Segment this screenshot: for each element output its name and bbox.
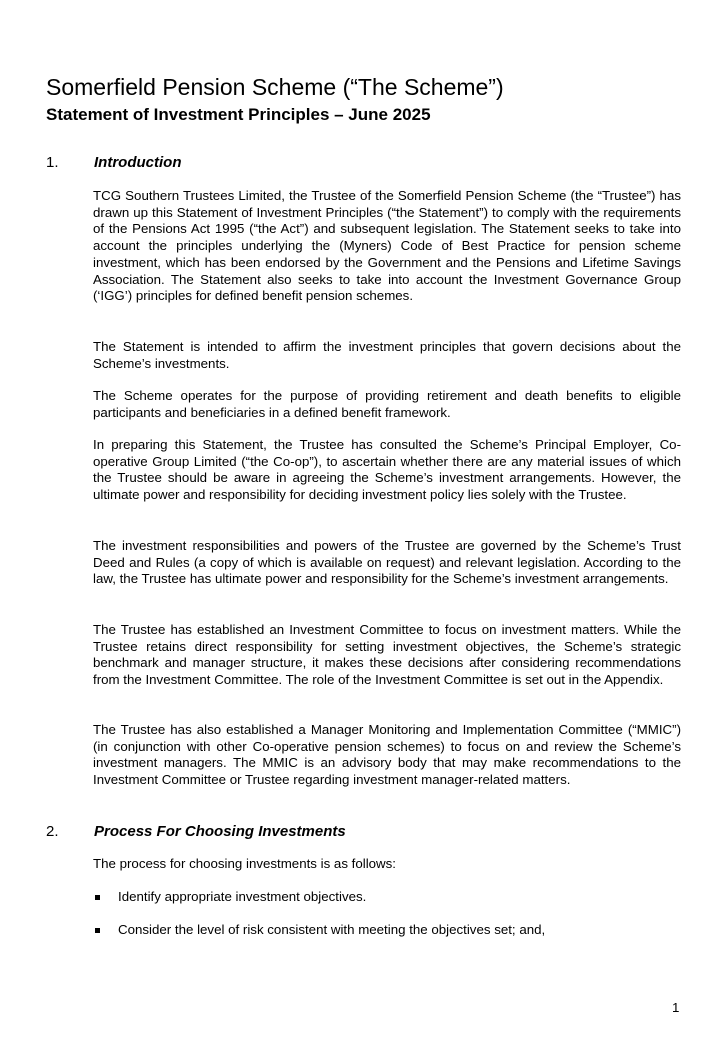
paragraph: The process for choosing investments is as follows: <box>93 856 397 871</box>
bullet-icon <box>95 895 100 900</box>
bullet-icon <box>95 928 100 933</box>
paragraph: The Trustee has also established a Manager Monitoring and Implementation Committee (“MMIC”) (in conjunction with other Co-operative pension schemes) to focus on and review the Scheme’s investment managers. The MMIC is an advisory body that may make recommendations to the Investment Committee or Trustee regarding investment manager-related matters. <box>93 722 681 788</box>
paragraph: The Scheme operates for the purpose of providing retirement and death benefits to eligible participants and beneficiaries in a defined benefit framework. <box>93 388 681 420</box>
paragraph: In preparing this Statement, the Trustee has consulted the Scheme’s Principal Employer, Co-operative Group Limited (“the Co-op”), to ascertain whether there are any material issues of which the Trustee should be aware in agreeing the Scheme’s investment arrangements. However, the ultimate power and responsibility for deciding investment policy lies solely with the Trustee. <box>93 437 681 503</box>
section-number: 2. <box>46 823 59 840</box>
section-number: 1. <box>46 154 59 171</box>
document-subtitle: Statement of Investment Principles – June 2025 <box>46 105 431 124</box>
paragraph: TCG Southern Trustees Limited, the Trustee of the Somerfield Pension Scheme (the “Trustee”) has drawn up this Statement of Investment Principles (“the Statement”) to comply with the requirements of the Pensions Act 1995 (“the Act”) and subsequent legislation. The Statement seeks to take into account the principles underlying the (Myners) Code of Best Practice for pension scheme investment, which has been endorsed by the Government and the Pensions and Lifetime Savings Association. The Statement also seeks to take into account the Investment Governance Group (‘IGG’) principles for defined benefit pension schemes. <box>93 188 681 304</box>
list-item-text: Consider the level of risk consistent with meeting the objectives set; and, <box>118 922 546 937</box>
document-title: Somerfield Pension Scheme (“The Scheme”) <box>46 74 504 100</box>
paragraph: The investment responsibilities and powers of the Trustee are governed by the Scheme’s Trust Deed and Rules (a copy of which is available on request) and relevant legislation. According to the law, the Trustee has ultimate power and responsibility for the Scheme’s investment arrangements. <box>93 538 681 587</box>
list-item-text: Identify appropriate investment objectives. <box>118 889 367 904</box>
page-number: 1 <box>672 1000 680 1015</box>
paragraph: The Trustee has established an Investment Committee to focus on investment matters. While the Trustee retains direct responsibility for setting investment objectives, the Scheme’s strategic benchmark and manager structure, it makes these decisions after considering recommendations from the Investment Committee. The role of the Investment Committee is set out in the Appendix. <box>93 622 681 688</box>
section-title: Process For Choosing Investments <box>94 823 346 840</box>
section-title: Introduction <box>94 154 182 171</box>
paragraph: The Statement is intended to affirm the investment principles that govern decisions about the Scheme’s investments. <box>93 339 681 371</box>
